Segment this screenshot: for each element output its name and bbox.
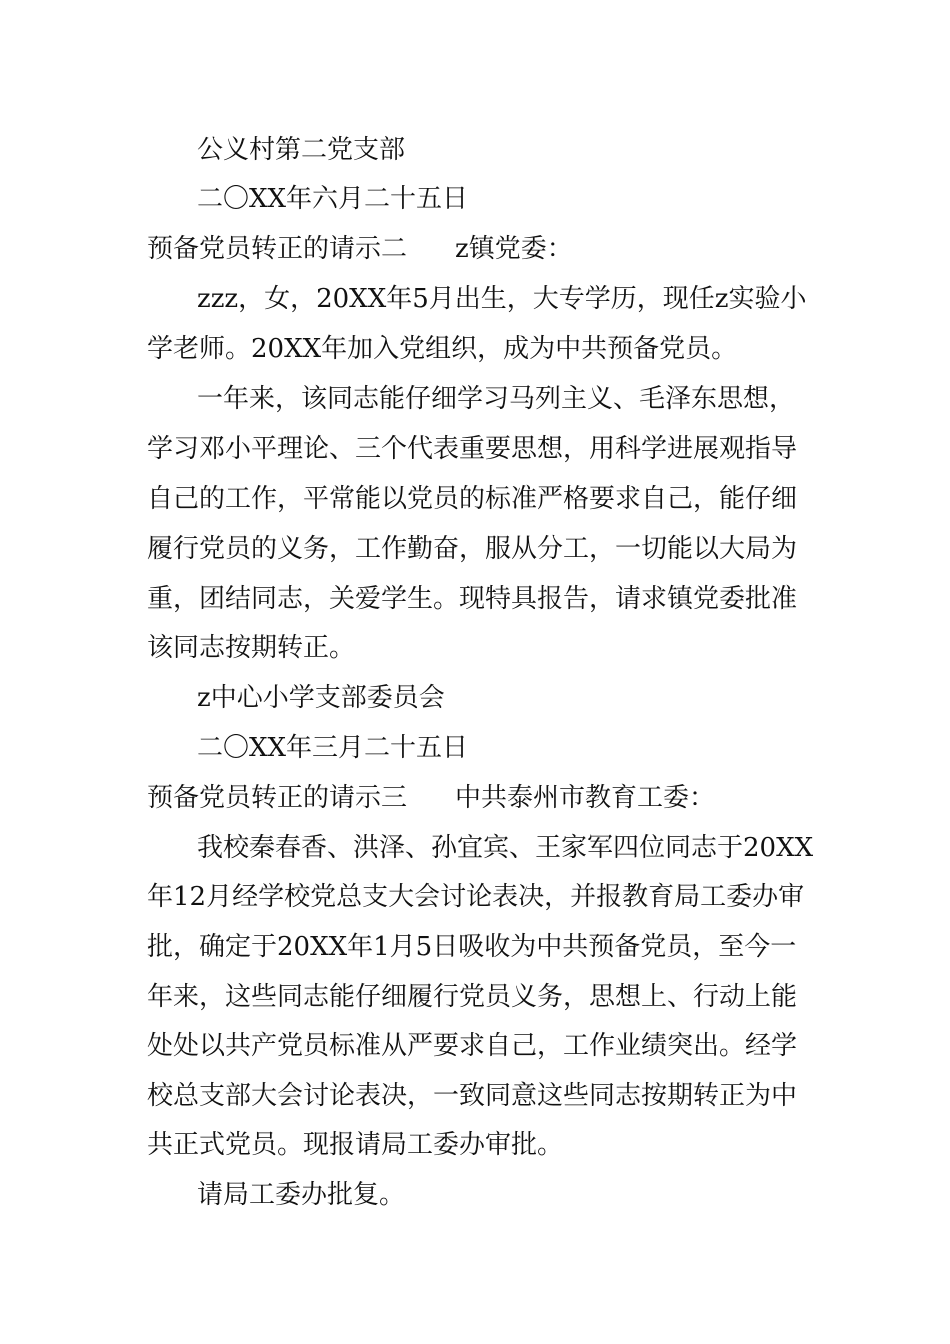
signature-org-2: z中心小学支部委员会 — [197, 683, 445, 713]
body-line: 自己的工作，平常能以党员的标准严格要求自己，能仔细 — [147, 484, 798, 514]
body-line: 年12月经学校党总支大会讨论表决，并报教育局工委办审 — [147, 882, 805, 912]
addressee-3: 中共泰州市教育工委： — [455, 783, 716, 813]
heading-row-3 — [147, 783, 817, 813]
addressee-2: z镇党委： — [455, 234, 573, 264]
body-line: 年来，这些同志能仔细履行党员义务，思想上、行动上能 — [147, 982, 798, 1012]
signature-date-1: 二〇XX年六月二十五日 — [197, 184, 469, 214]
body-line: zzz，女，20XX年5月出生，大专学历，现任z实验小 — [197, 284, 807, 314]
body-line: 履行党员的义务，工作勤奋，服从分工，一切能以大局为 — [147, 534, 798, 564]
body-line: 学习邓小平理论、三个代表重要思想，用科学进展观指导 — [147, 434, 798, 464]
body-line: 一年来，该同志能仔细学习马列主义、毛泽东思想， — [197, 384, 796, 414]
heading-2: 预备党员转正的请示二 — [147, 234, 408, 264]
body-line: 处处以共产党员标准从严要求自己，工作业绩突出。经学 — [147, 1031, 798, 1061]
signature-date-2: 二〇XX年三月二十五日 — [197, 733, 469, 763]
heading-row-2 — [147, 234, 817, 264]
body-line: 该同志按期转正。 — [147, 633, 356, 663]
body-line: 重，团结同志，关爱学生。现特具报告，请求镇党委批准 — [147, 584, 798, 614]
body-line: 我校秦春香、洪泽、孙宜宾、王家军四位同志于20XX — [197, 833, 814, 863]
heading-3: 预备党员转正的请示三 — [147, 783, 408, 813]
signature-org-1: 公义村第二党支部 — [197, 135, 406, 165]
body-line: 校总支部大会讨论表决，一致同意这些同志按期转正为中 — [147, 1081, 798, 1111]
body-line: 共正式党员。现报请局工委办审批。 — [147, 1130, 564, 1160]
body-line: 批，确定于20XX年1月5日吸收为中共预备党员，至今一 — [147, 932, 797, 962]
body-line: 请局工委办批复。 — [197, 1180, 406, 1210]
body-line: 学老师。20XX年加入党组织，成为中共预备党员。 — [147, 334, 738, 364]
